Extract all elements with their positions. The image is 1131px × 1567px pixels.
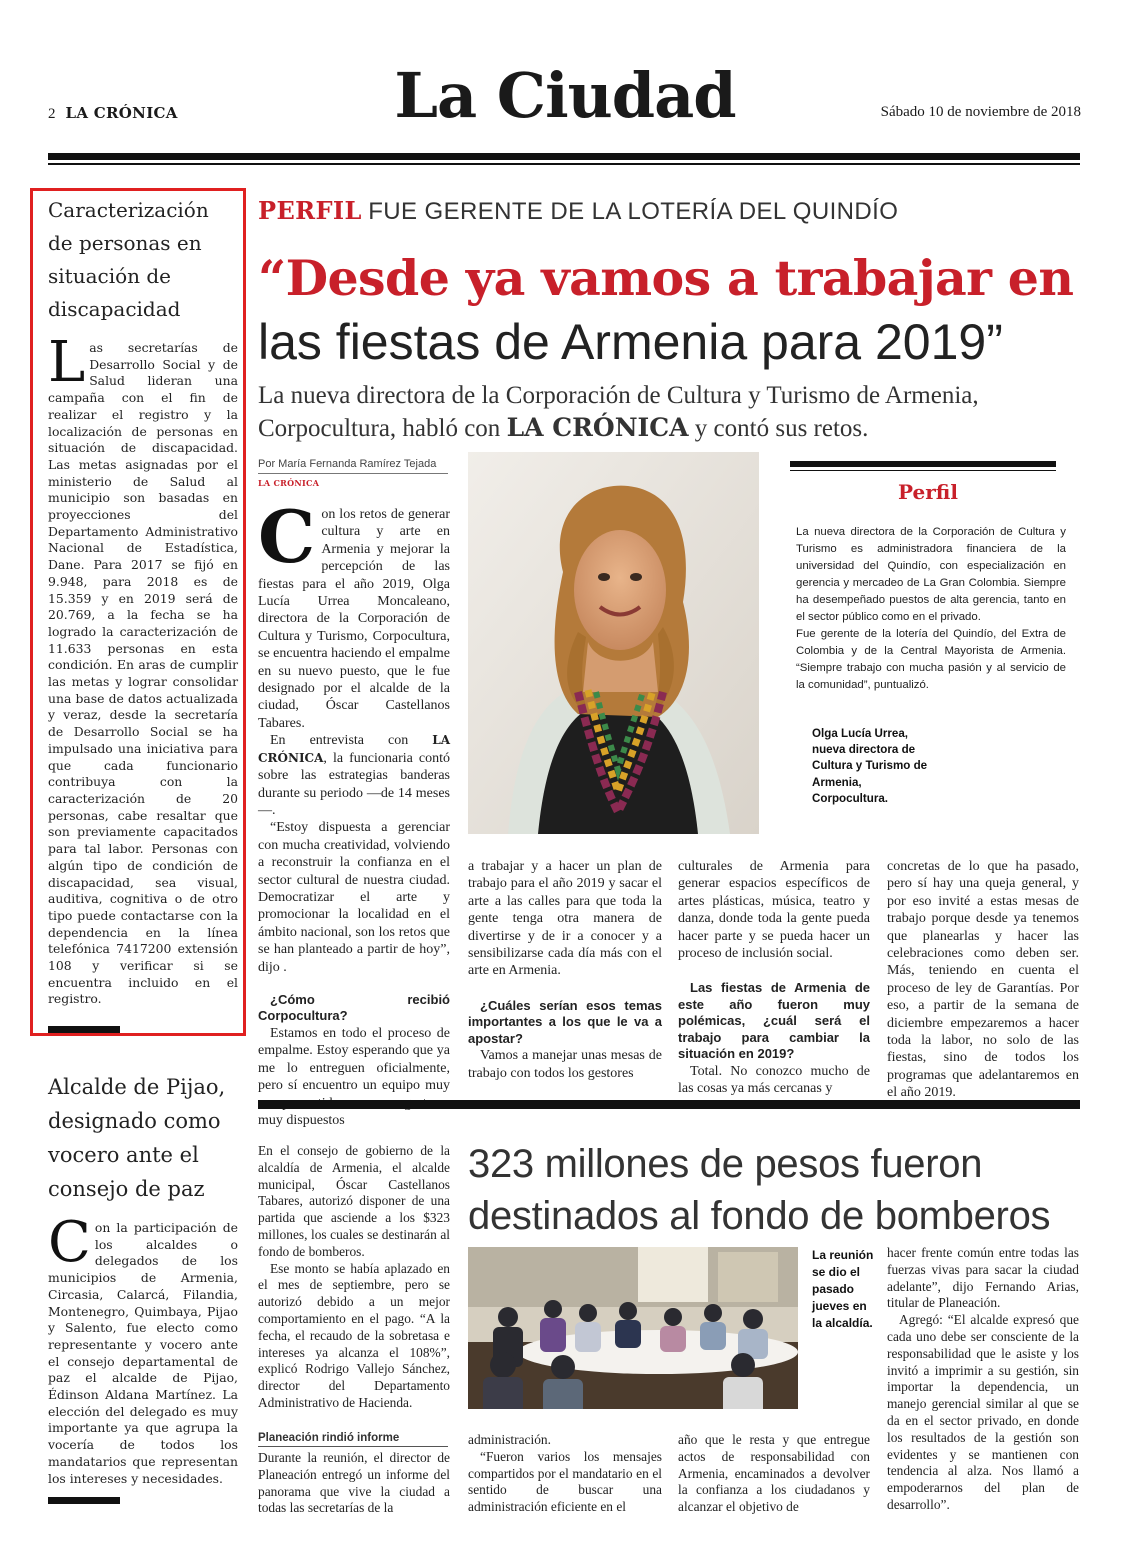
paragraph: culturales de Armenia para generar espacios específicos de artes plásticas, música, teatro y danza, donde toda la gente pueda hacer parte y se pueda hacer un proceso de inclusión social. <box>678 859 870 962</box>
sidebar-end-mark <box>48 1026 120 1033</box>
article2-subhead: Planeación rindió informe <box>258 1432 400 1444</box>
paragraph: Durante la reunión, el director de Planeación entregó un informe del panorama que vive la ciudad a todas las secretarías de la <box>258 1450 450 1516</box>
main-column-4 <box>887 858 1079 1102</box>
article2-column-2 <box>468 1432 662 1516</box>
interview-question: ¿Cuáles serían esos temas importantes a los que le va a apostar? <box>468 997 662 1046</box>
article-kicker <box>258 196 898 226</box>
sidebar-body <box>48 330 238 1008</box>
paragraph: concretas de lo que ha pasado, pero sí hay una queja general, y por eso invité a estas mesas de trabajo porque desde ya tenemos que planearlas y hacer las celebraciones como deben ser. Más, teniendo en cuenta el proceso de ley de Garantías. Por eso, a partir de la semana de diciembre empezaremos a hacer toda la labor, no solo de las fiestas, sino de todos los programas que adelantaremos en el año 2019. <box>887 859 1079 1101</box>
paragraph-text: En entrevista con <box>270 733 433 749</box>
byline-source: LA CRÓNICA <box>258 478 320 488</box>
paragraph: administración. <box>468 1432 551 1447</box>
article-divider <box>258 1100 1080 1109</box>
paper-name: LA CRÓNICA <box>258 733 450 765</box>
paper-name: LA CRÓNICA <box>65 104 178 122</box>
main-column-3 <box>678 858 870 1098</box>
section-title: La Ciudad <box>394 59 736 132</box>
perfil-rule-thick <box>790 461 1056 467</box>
article2-column-4 <box>887 1245 1079 1514</box>
paragraph: Vamos a manejar unas mesas de trabajo con todos los gestores <box>468 1048 662 1081</box>
headline-line-1: “Desde ya vamos a trabajar en <box>258 249 1074 307</box>
article2-column-1 <box>258 1143 450 1412</box>
meeting-photo-caption: La reunión se dio el pasado jueves en la alcaldía. <box>812 1248 874 1330</box>
page-header-left <box>48 104 178 123</box>
deck-paper-name: LA CRÓNICA <box>506 413 689 442</box>
deck-text: La nueva directora de la Corporación de Cultura y Turismo de Armenia, Corpocultura, habló con <box>258 382 979 442</box>
sidebar-text: Las metas asignadas por el ministerio de Salud al municipio son basadas en proyecciones del Departamento Administrativo Nacional de Estadística, Dane. Para 2017 se fijó en 9.948, para 2018 es de 15.359 y en 2019 será de 20.769, a la fecha se ha logrado la caracterización de 11.633 personas en esta condición. En aras de cumplir las metas y lograr consolidar una base de datos actualizada y veraz, desde la secretaría de Desarrollo Social se ha impulsado una iniciativa para que cada funcionario contribuya con la caracterización de 20 personas, cabe resaltar que son previamente capacitados para tal labor. Personas con algún tipo de condición de discapacidad, sea visual, auditiva, cognitiva o de otro tipo puede contactarse con la dependencia en la línea telefónica 7417200 extensión 108 y verificar si se encuentra incluido en el registro. <box>48 456 238 1007</box>
sidebar-lead: as secretarías de Desarrollo Social y de Salud lideran una campaña con el fin de realizar el registro y la localización de personas en situación de discapacidad. <box>48 340 238 456</box>
meeting-photo <box>468 1247 798 1409</box>
paragraph <box>258 494 451 732</box>
issue-date: Sábado 10 de noviembre de 2018 <box>880 104 1081 120</box>
dropcap: L <box>48 330 86 395</box>
byline-rule <box>258 473 448 474</box>
kicker-text: FUE GERENTE DE LA LOTERÍA DEL QUINDÍO <box>368 198 899 225</box>
portrait-illustration <box>468 452 759 834</box>
article2-column-3 <box>678 1432 870 1516</box>
sidebar-end-mark <box>48 1497 120 1504</box>
perfil-text: Fue gerente de la lotería del Quindío, del Extra de Colombia y de la Central Mayorista de Armenia. “Siempre trabajo con mucha pasión y al servicio de la comunidad”, puntualizó. <box>796 628 1066 691</box>
header-rule-thick <box>48 153 1080 160</box>
sidebar-headline: Alcalde de Pijao, designado como vocero ante el consejo de paz <box>48 1075 226 1201</box>
paragraph: hacer frente común entre todas las fuerzas vivas para sacar la ciudad adelante”, dijo Fernando Arias, titular de Planeación. <box>887 1245 1079 1311</box>
headline-line-2: las fiestas de Armenia para 2019” <box>258 314 1003 370</box>
sidebar-article-discapacidad <box>48 194 238 1008</box>
paragraph: Ese monto se había aplazado en el mes de septiembre, pero se autorizó debido a un mejor comportamiento en el pago. “A la fecha, el recaudo de la sobretasa e intereses ya alcanza el 108%”, explicó Rodrigo Vallejo Sánchez, director del Departamento Administrativo de Hacienda. <box>258 1260 450 1410</box>
paragraph: Estamos en todo el proceso de empalme. Estoy esperando que ya me lo entreguen oficialmente, pero sí encuentro un equipo muy muy dispuestos <box>258 1025 450 1128</box>
paragraph: a trabajar y a hacer un plan de trabajo para el año 2019 y sacar el arte a las calles para que toda la gente tenga otra manera de divertirse y de ir a conocer y a sensibilizarse cada día más con el arte en Armenia. <box>468 859 662 979</box>
paragraph: “Estoy dispuesta a gerenciar con mucha creatividad, volviendo a reconstruir la confianza en el sector cultural de nuestra ciudad. Democratizar el arte y promocionar la localidad en el ámbito nacional, son los retos que se han planteado a partir de hoy”, dijo . <box>258 820 450 975</box>
paragraph-text: , la funcionaria contó sobre las estrategias banderas durante su periodo —de 14 meses—. <box>258 750 450 818</box>
sidebar-headline: Caracterización de personas en situación de discapacidad <box>48 198 209 321</box>
page-number: 2 <box>48 106 56 122</box>
perfil-text: La nueva directora de la Corporación de Cultura y Turismo es administradora financiera de la universidad del Quindío, con especialización en gerencia y mercadeo de La Gran Colombia. Siempre ha desempeñado puestos de alta gerencia, tanto en el sector público como en el privado. <box>796 526 1066 623</box>
interview-question: Las fiestas de Armenia de este año fueron muy polémicas, ¿cuál será el trabajo para cambiar la situación en 2019? <box>678 980 870 1062</box>
paragraph-text: on los retos de generar cultura y arte en Armenia y mejorar la percepción de las fiestas para el año 2019, Olga Lucía Urrea Moncaleano, directora de la Corporación de Cultura y Turismo, Corpocultura, se encuentra haciendo el empalme en su nuevo puesto, que le fue designado por el alcalde de la ciudad, Óscar Castellanos Tabares. <box>258 507 451 731</box>
paragraph: En el consejo de gobierno de la alcaldía de Armenia, el alcalde municipal, Óscar Castellanos Tabares, autorizó disponer de una partida que asciende a los $323 millones, los cuales se destinarán al fondo de bomberos. <box>258 1143 450 1259</box>
kicker-label: PERFIL <box>258 196 362 225</box>
meeting-illustration <box>468 1247 798 1409</box>
perfil-rule-thin <box>790 470 1056 471</box>
article2-headline: 323 millones de pesos fueron destinados al fondo de bomberos <box>468 1142 1051 1238</box>
paragraph <box>258 732 450 819</box>
paragraph: año que le resta y que entregue actos de responsabilidad con Armenia, encaminados a devolver la confianza a los ciudadanos y alcanzar el objetivo de <box>678 1432 870 1515</box>
paragraph: Total. No conozco mucho de las cosas ya más cercanas y <box>678 1063 870 1097</box>
perfil-box <box>796 524 1066 694</box>
main-column-2 <box>468 858 662 1082</box>
subhead-rule <box>258 1446 448 1447</box>
article-deck <box>258 380 1078 445</box>
interview-question: ¿Cómo recibió Corpocultura? <box>258 991 450 1024</box>
main-column-1 <box>258 494 451 1129</box>
portrait-photo <box>468 452 759 834</box>
photo-caption: Olga Lucía Urrea, nueva directora de Cultura y Turismo de Armenia, Corpocultura. <box>812 727 928 805</box>
perfil-box-title: Perfil <box>898 480 958 504</box>
sidebar-article-pijao <box>48 1070 238 1487</box>
dropcap: C <box>48 1210 91 1275</box>
article2-column-1b <box>258 1450 450 1517</box>
sidebar-body <box>48 1210 238 1487</box>
dropcap: C <box>258 494 316 579</box>
paragraph: Agregó: “El alcalde expresó que cada uno debe ser consciente de la responsabilidad que le asiste y los invitó a imprimir a su gestión, sin importar la dependencia, un manejo gerencial similar al que se da en el sector privado, en donde los resultados de la gestión son evidentes y se mantienen con tendencia al alza. Nos llamó a empoderarnos del plan de desarrollo”. <box>887 1312 1079 1512</box>
byline: Por María Fernanda Ramírez Tejada <box>258 458 437 470</box>
sidebar-text: on la participación de los alcaldes o delegados de los municipios de Armenia, Circasia, Calarcá, Filandia, Montenegro, Quimbaya, Pijao y Salento, fue electo como representante y vocero ante el consejo departamental de paz el alcalde de Pijao, Édinson Aldana Martínez. La elección del delegado es muy importante ya que agrupa la vocería de todos los mandatarios que representan los intereses y necesidades. <box>48 1220 238 1486</box>
deck-text: y contó sus retos. <box>688 415 869 442</box>
paragraph: “Fueron varios los mensajes compartidos por el mandatario en el sentido de buscar una administración eficiente en el <box>468 1448 662 1515</box>
header-rule-thin <box>48 163 1080 165</box>
